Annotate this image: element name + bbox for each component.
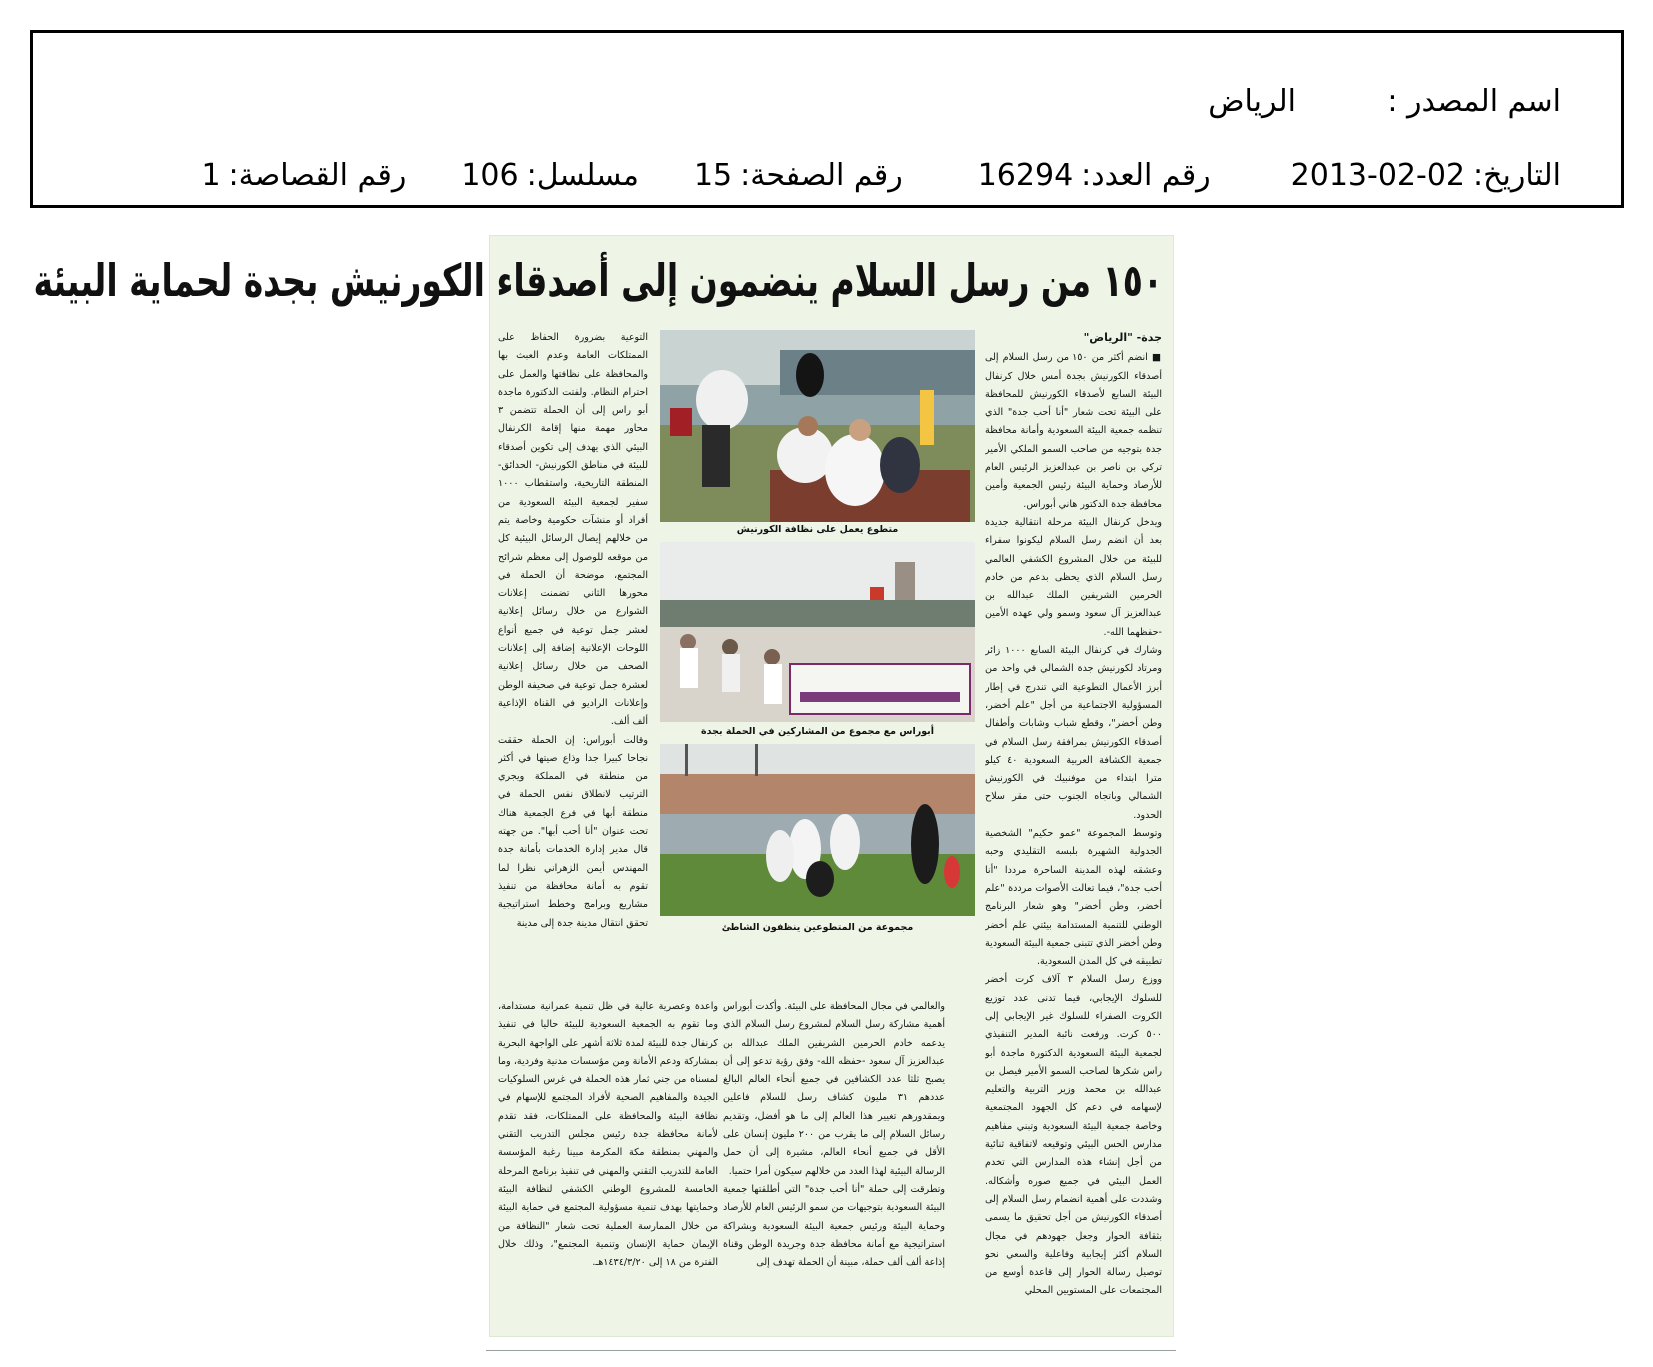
serial-value: 106 xyxy=(461,157,519,193)
serial-field xyxy=(461,158,639,193)
newspaper-clipping xyxy=(33,236,1173,1336)
paragraph: التوعية بضرورة الحفاظ على الممتلكات العامة وعدم العبث بها والمحافظة على نظافتها والعمل على احترام النظام. ولفتت الدكتورة ماجدة أبو راس إلى أن الحملة تتضمن ٣ محاور مهمة منها إقامة الكرنفال البيئي الذي يهدف إلى تكوين أصدقاء للبيئة في مناطق الكورنيش- الحدائق- المنطقة التاريخية، واستقطاب ١٠٠٠ سفير لجمعية البيئة السعودية من أفراد أو منشآت حكومية وخاصة يتم من خلالهم إيصال الرسائل البيئية كل من موقعه للوصول إلى معظم شرائح المجتمع، موضحة أن الحملة في محورها الثاني تضمنت إعلانات الشوارع من خلال رسائل إعلانية لعشر جمل توعية في جميع أنواع اللوحات الإعلانية إضافة إلى إعلانات الصحف من خلال رسائل إعلانية لعشرة جمل توعية في صحيفة الوطن وإعلانات الراديو في القناة الإذاعية ألف ألف. xyxy=(498,332,648,728)
dateline: جدة- "الرياض" xyxy=(1083,331,1162,344)
issue-label: رقم العدد: xyxy=(1081,157,1211,193)
paragraph: وشارك في كرنفال البيئة السابع ١٠٠٠ زائر ومرتاد لكورنيش جدة الشمالي في واحد من أبرز الأعمال التطوعية التي تندرج في إطار المسؤولية الاجتماعية من أجل "علم أخضر، وطن أخضر"، وقطع شباب وشابات وأطفال أصدقاء الكورنيش بمرافقة رسل السلام في جمعية الكشافة العربية السعودية ٤٠ كيلو مترا ابتداء من موفنبيك في الكورنيش الشمالي وباتجاه الجنوب حتى مقر سلاح الحدود. xyxy=(985,645,1162,821)
paragraph: والعالمي في مجال المحافظة على البيئة. وأكدت أبوراس أهمية مشاركة رسل السلام لمشروع رسل السلام الذي يدعمه خادم الحرمين الشريفين الملك عبدالله بن عبدالعزيز آل سعود -حفظه الله- وفق رؤية تدعو إلى أن يصبح ثلثا عدد الكشافين في جميع أنحاء العالم البالغ عددهم ٣١ مليون كشاف رسل للسلام فاعلين ويمقدورهم تغيير هذا العالم إلى ما هو أفضل، وتقديم رسائل السلام إلى ما يقرب من ٢٠٠ مليون إنسان على الأقل في جميع أنحاء العالم، مشيرة إلى أن حمل الرسالة البيئية لهذا العدد من خلالهم سيكون أمرا حتميا. xyxy=(723,1001,945,1177)
date-field xyxy=(1291,158,1561,193)
paragraph: وقالت أبوراس: إن الحملة حققت نجاحا كبيرا جدا وذاع صيتها في أكثر من منطقة في المملكة ويجري الترتيب لانطلاق نفس الحملة في منطقة أبها في فرع الجمعية هناك تحت عنوان "أنا أحب أبها". من جهته قال مدير إدارة الخدمات بأمانة جدة المهندس أيمن الزهراني نظرا لما تقوم به أمانة محافظة من تنفيذ مشاريع وبرامج وخطط استراتيجية تحقق انتقال مدينة جدة إلى مدينة xyxy=(498,734,648,929)
page-value: 15 xyxy=(693,157,733,193)
source-value: الرياض xyxy=(1208,83,1296,119)
paragraph: ويدخل كرنفال البيئة مرحلة انتقالية جديدة بعد أن انضم رسل السلام ليكونوا سفراء للبيئة من خلال المشروع الكشفي العالمي رسل السلام الذي يحظى بدعم من خادم الحرمين الشريفين الملك عبدالله بن عبدالعزيز آل سعود وسمو ولي عهده الأمين -حفظهما الله-. xyxy=(985,516,1162,638)
date-value: 2013-02-02 xyxy=(1290,157,1466,193)
serial-label: مسلسل: xyxy=(526,157,639,193)
issue-field xyxy=(978,158,1211,193)
paragraph: واعدة وعصرية عالية في ظل تنمية عمرانية مستدامة، وما تقوم به الجمعية السعودية للبيئة حاليا في تنفيذ كرنفال جدة للبيئة لمدة ثلاثة أشهر على الواجهة البحرية بمشاركة ودعم الأمانة ومن مؤسسات مدنية وفردية، وما لمسناه من جني ثمار هذه الحملة في غرس السلوكيات الجيدة والمفاهيم الصحية لأفراد المجتمع للإسهام في نظافة البيئة والمحافظة على الممتلكات، فقد تقدم لأمانة محافظة جدة رئيس مجلس التدريب التقني والمهني بمنطقة مكة المكرمة مبينا رغبة المؤسسة العامة للتدريب التقني والمهني في تنفيذ برنامج المرحلة الخامسة للمشروع الوطني الكشفي لنظافة البيئة وحمايتها بهدف تنمية مسؤولية المجتمع في حماية البيئة من خلال الممارسة العملية تحت شعار "النظافة من الإيمان حماية الإنسان وتنمية المجتمع"، وذلك خلال الفترة من ١٨ إلى ١٤٣٤/٣/٢٠هـ. xyxy=(498,1001,718,1269)
source-label: اسم المصدر : xyxy=(1387,83,1561,119)
issue-value: 16294 xyxy=(977,157,1074,193)
photo-image xyxy=(660,330,975,522)
paragraph: ووزع رسل السلام ٣ آلاف كرت أخضر للسلوك الإيجابي، فيما تدنى عدد توزيع الكروت الصفراء للسلوك غير الإيجابي إلى ٥٠٠ كرت. ورفعت نائبة المدير التنفيذي لجمعية البيئة السعودية الدكتورة ماجدة أبو راس شكرها لصاحب السمو الأمير فيصل بن عبدالله بن محمد وزير التربية والتعليم لإسهامه في دعم كل الجهود المجتمعية وخاصة جمعية البيئة السعودية وتبني مفاهيم مدارس الحس البيئي وتوقيعه لاتفاقية ثنائية من أجل إنشاء هذه المدارس التي تخدم العمل البيئي في جميع صوره وأشكاله. وشددت على أهمية انضمام رسل السلام إلى أصدقاء الكورنيش من أجل تحقيق ما يسمى بثقافة الحوار وجعل جهودهم في مجال السلام أكثر إيجابية وفاعلية والسعي نحو توصيل رسالة الحوار إلى قاعدة أوسع من المجتمعات على المستويين المحلي xyxy=(985,974,1162,1297)
meta-row xyxy=(73,155,1561,195)
article-column-right xyxy=(985,329,1162,1331)
article-column-bottom-middle xyxy=(723,998,945,1332)
photo-group-campaign xyxy=(660,542,975,722)
article-column-left xyxy=(498,329,648,992)
page-field xyxy=(694,158,903,193)
date-label: التاريخ: xyxy=(1473,157,1561,193)
source-row xyxy=(73,81,1561,121)
source-info-box xyxy=(30,30,1624,208)
page-divider xyxy=(486,1350,1176,1351)
photo-image xyxy=(660,542,975,722)
photo2-caption: أبوراس مع مجموع من المشاركين في الحملة بجدة xyxy=(701,726,934,737)
paragraph: ■ انضم أكثر من ١٥٠ من رسل السلام إلى أصدقاء الكورنيش بجدة أمس خلال كرنفال البيئة السابع لأصدقاء الكورنيش للمحافظة على البيئة تحت شعار "أنا أحب جدة" الذي تنظمه جمعية البيئة السعودية وأمانة محافظة جدة بتوجيه من صاحب السمو الملكي الأمير تركي بن ناصر بن عبدالعزيز الرئيس العام للأرصاد وحماية البيئة رئيس الجمعية وأمين محافظة جدة الدكتور هاني أبوراس. xyxy=(985,352,1162,510)
photo-beach-cleanup xyxy=(660,744,975,916)
article-headline: ١٥٠ من رسل السلام ينضمون إلى أصدقاء الكورنيش بجدة لحماية البيئة xyxy=(33,254,1163,307)
photo-volunteer-cleaning xyxy=(660,330,975,522)
clip-label: رقم القصاصة: xyxy=(228,157,407,193)
photo3-caption: مجموعة من المتطوعين ينظفون الشاطئ xyxy=(721,922,914,933)
page-label: رقم الصفحة: xyxy=(740,157,903,193)
photo-image xyxy=(660,744,975,916)
photo1-caption: متطوع يعمل على نظافة الكورنيش xyxy=(736,524,899,535)
paragraph: وتوسط المجموعة "عمو حكيم" الشخصية الجدولية الشهيرة بلبسه التقليدي وحبه وعشقه لهذه المدينة الساحرة مرددا "أنا أحب جدة"، فيما تعالت الأصوات مرددة "علم أخضر، وطن أخضر" وهو شعار البرنامج الوطني للتنمية المستدامة بيئتي علم أخضر وطن أخضر الذي تتبنى جمعية البيئة السعودية تطبيقه في كل المدن السعودية. xyxy=(985,828,1162,968)
clip-value: 1 xyxy=(201,157,221,193)
article-column-bottom-left xyxy=(498,998,718,1332)
clip-field xyxy=(201,158,406,193)
paragraph: وتطرقت إلى حملة "أنا أحب جدة" التي أطلقتها جمعية البيئة السعودية بتوجيهات من سمو الرئيس العام للأرصاد وحماية البيئة ورئيس جمعية البيئة السعودية وبشراكة استراتيجية مع أمانة محافظة جدة وجريدة الوطن وقناة إذاعة ألف ألف حملة، مبينة أن الحملة تهدف إلى xyxy=(723,1183,945,1269)
